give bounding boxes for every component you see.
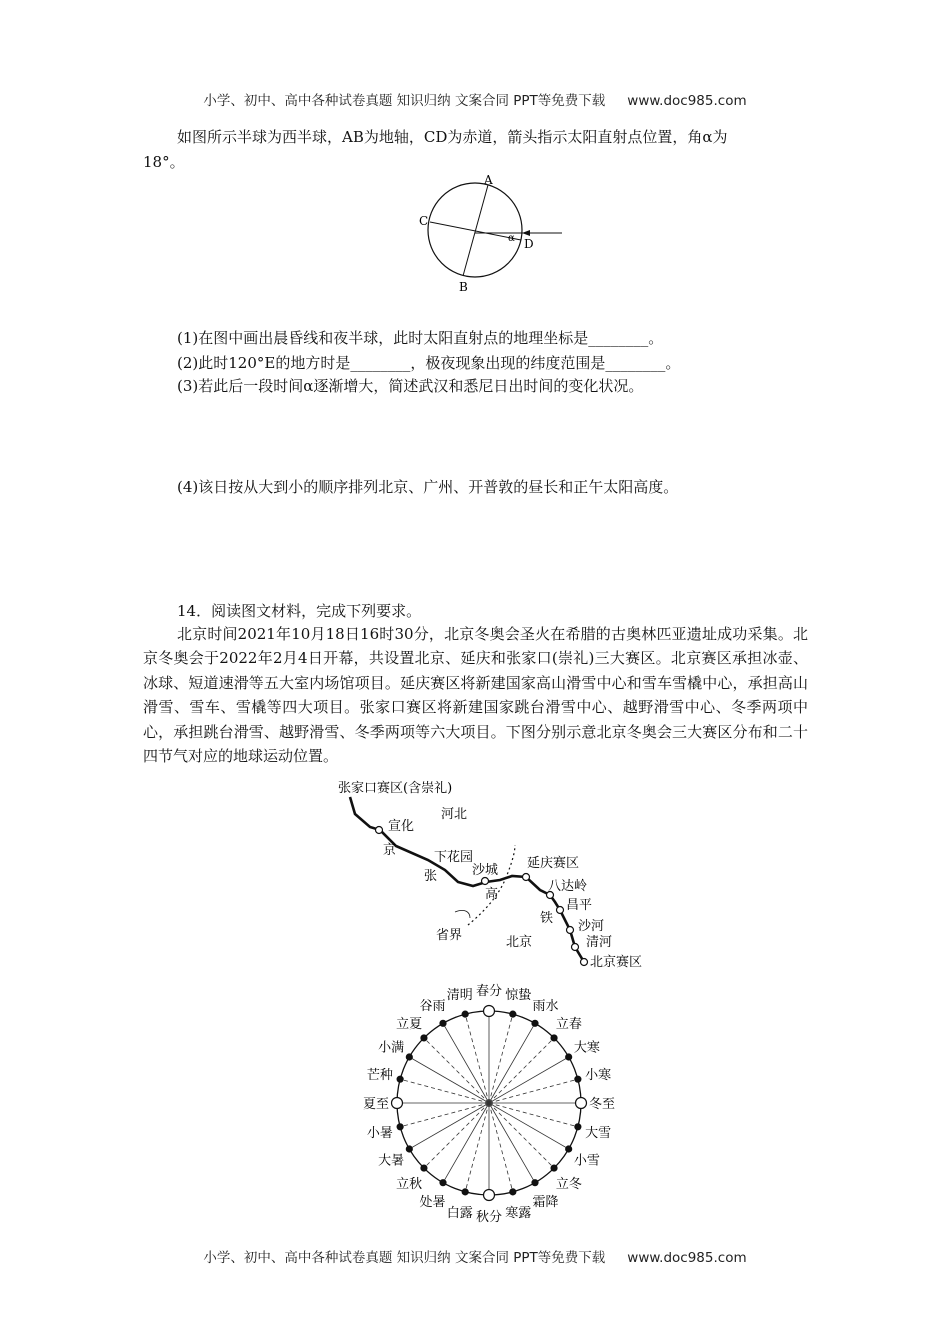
- spoke-line: [489, 1103, 554, 1168]
- term-point: [462, 1189, 468, 1195]
- q14-title: 14．阅读图文材料，完成下列要求。: [177, 602, 422, 620]
- q13-sub3: (3)若此后一段时间α逐渐增大，简述武汉和悉尼日出时间的变化状况。: [177, 377, 644, 395]
- label-shacheng: 沙城: [472, 863, 499, 878]
- term-label: 寒露: [505, 1206, 532, 1222]
- term-point: [532, 1180, 538, 1186]
- term-point: [392, 1098, 403, 1109]
- label-xiahuayuan: 下花园: [434, 850, 474, 865]
- spoke-line: [489, 1038, 554, 1103]
- spoke-line: [443, 1103, 489, 1183]
- term-label: 处暑: [419, 1194, 446, 1210]
- term-label: 雨水: [532, 999, 559, 1015]
- hemisphere-diagram: [410, 170, 580, 300]
- term-label: 小寒: [585, 1067, 612, 1083]
- spoke-line: [400, 1103, 489, 1127]
- spoke-line: [489, 1103, 535, 1183]
- hemisphere-circle: [428, 183, 522, 277]
- term-point: [510, 1011, 516, 1017]
- q13-intro-line2: 18°。: [143, 153, 185, 171]
- term-point: [566, 1146, 572, 1152]
- spoke-line: [424, 1038, 489, 1103]
- label-xuanhua: 宣化: [388, 819, 415, 834]
- term-point: [566, 1054, 572, 1060]
- page-header: [0, 89, 950, 109]
- q13-sub2: (2)此时120°E的地方时是________，极夜现象出现的纬度范围是________。: [177, 354, 681, 372]
- station-yanqing: [523, 874, 530, 881]
- spoke-line: [489, 1103, 513, 1192]
- term-point: [551, 1165, 557, 1171]
- term-label: 大雪: [585, 1126, 612, 1142]
- spoke-line: [465, 1103, 489, 1192]
- term-point: [551, 1035, 557, 1041]
- term-point: [397, 1076, 403, 1082]
- spoke-line: [443, 1023, 489, 1103]
- term-point: [462, 1011, 468, 1017]
- term-label: 冬至: [588, 1097, 616, 1112]
- spoke-line: [489, 1103, 578, 1127]
- q13-sub4: (4)该日按从大到小的顺序排列北京、广州、开普敦的昼长和正午太阳高度。: [177, 478, 679, 496]
- term-point: [421, 1035, 427, 1041]
- footer-url: www.doc985.com: [627, 1250, 747, 1266]
- venue-map: [330, 775, 660, 975]
- term-point: [440, 1180, 446, 1186]
- term-point: [575, 1124, 581, 1130]
- station-shahe: [567, 927, 574, 934]
- term-label: 谷雨: [419, 999, 446, 1015]
- border-leader-line: [455, 910, 470, 918]
- station-qinghe: [572, 944, 579, 951]
- label-badaling: 八达岭: [548, 879, 588, 894]
- term-point: [484, 1006, 495, 1017]
- term-label: 霜降: [532, 1194, 559, 1210]
- label-hebei: 河北: [441, 807, 468, 822]
- label-tie: 铁: [540, 911, 554, 926]
- term-label: 立春: [555, 1017, 582, 1033]
- term-point: [575, 1076, 581, 1082]
- term-point: [406, 1146, 412, 1152]
- term-label: 立夏: [396, 1017, 423, 1033]
- label-b: B: [459, 280, 468, 294]
- term-label: 秋分: [475, 1210, 503, 1225]
- term-point: [397, 1124, 403, 1130]
- term-point: [510, 1189, 516, 1195]
- solar-term-wheel: [345, 984, 635, 1225]
- spoke-line: [489, 1057, 569, 1103]
- term-point: [421, 1165, 427, 1171]
- term-label: 惊蛰: [505, 987, 532, 1003]
- label-shengjie: 省界: [436, 928, 463, 943]
- term-label: 小暑: [366, 1126, 393, 1142]
- spoke-line: [489, 1023, 535, 1103]
- label-yanqing-venue: 延庆赛区: [527, 856, 580, 871]
- arrow-head: [522, 230, 530, 236]
- label-gao: 高: [485, 887, 499, 902]
- q13-intro-line1: 如图所示半球为西半球，AB为地轴，CD为赤道，箭头指示太阳直射点位置，角α为: [177, 128, 728, 146]
- station-beijing: [581, 959, 588, 966]
- term-point: [440, 1020, 446, 1026]
- station-shacheng: [482, 878, 489, 885]
- term-label: 小满: [378, 1040, 405, 1056]
- label-a: A: [484, 173, 493, 187]
- header-text: 小学、初中、高中各种试卷真题 知识归纳 文案合同 PPT等免费下载: [203, 93, 606, 109]
- label-zjk-venue: 张家口赛区(含崇礼): [338, 781, 453, 796]
- label-beijing: 北京: [506, 935, 533, 950]
- spoke-line: [489, 1079, 578, 1103]
- spoke-line: [489, 1014, 513, 1103]
- station-changping: [557, 907, 564, 914]
- term-point: [576, 1098, 587, 1109]
- label-alpha: α: [508, 233, 515, 244]
- term-label: 白露: [446, 1206, 473, 1222]
- spoke-line: [409, 1103, 489, 1149]
- label-shahe: 沙河: [578, 919, 605, 934]
- label-zhang: 张: [424, 869, 438, 884]
- label-qinghe: 清河: [586, 935, 613, 950]
- term-label: 清明: [446, 987, 473, 1003]
- term-label: 立冬: [555, 1176, 582, 1192]
- term-point: [484, 1190, 495, 1201]
- label-changping: 昌平: [566, 898, 593, 913]
- term-point: [532, 1020, 538, 1026]
- term-label: 大暑: [378, 1153, 405, 1169]
- page-footer: [0, 1246, 950, 1266]
- term-label: 夏至: [362, 1097, 390, 1112]
- q13-sub1: (1)在图中画出晨昏线和夜半球，此时太阳直射点的地理坐标是________。: [177, 329, 664, 347]
- term-label: 芒种: [366, 1067, 393, 1083]
- term-point: [406, 1054, 412, 1060]
- spoke-line: [465, 1014, 489, 1103]
- label-jing: 京: [383, 843, 397, 858]
- spoke-line: [400, 1079, 489, 1103]
- term-label: 立秋: [396, 1176, 423, 1192]
- footer-text: 小学、初中、高中各种试卷真题 知识归纳 文案合同 PPT等免费下载: [203, 1250, 606, 1266]
- q14-paragraph: 北京时间2021年10月18日16时30分，北京冬奥会圣火在希腊的古奥林匹亚遗址成功采集。北京冬奥会于2022年2月4日开幕，共设置北京、延庆和张家口(崇礼)三大赛区。北京赛区承担冰壶、冰球、短道速滑等五大室内场馆项目。延庆赛区将新建国家高山滑雪中心和雪车雪橇中心，承担高山滑雪、雪车、雪橇等四大项目。张家口赛区将新建国家跳台滑雪中心、越野滑雪中心、冬季两项中心，承担跳台滑雪、越野滑雪、冬季两项等六大项目。下图分别示意北京冬奥会三大赛区分布和二十四节气对应的地球运动位置。: [143, 625, 808, 766]
- term-label: 小雪: [573, 1153, 600, 1169]
- label-bj-venue: 北京赛区: [590, 955, 643, 970]
- label-d: D: [524, 237, 534, 251]
- spoke-line: [409, 1057, 489, 1103]
- station-xuanhua: [376, 827, 383, 834]
- term-label: 大寒: [573, 1040, 600, 1056]
- header-url: www.doc985.com: [627, 93, 747, 109]
- spoke-line: [424, 1103, 489, 1168]
- spoke-line: [489, 1103, 569, 1149]
- term-label: 春分: [475, 984, 503, 999]
- label-c: C: [419, 214, 429, 228]
